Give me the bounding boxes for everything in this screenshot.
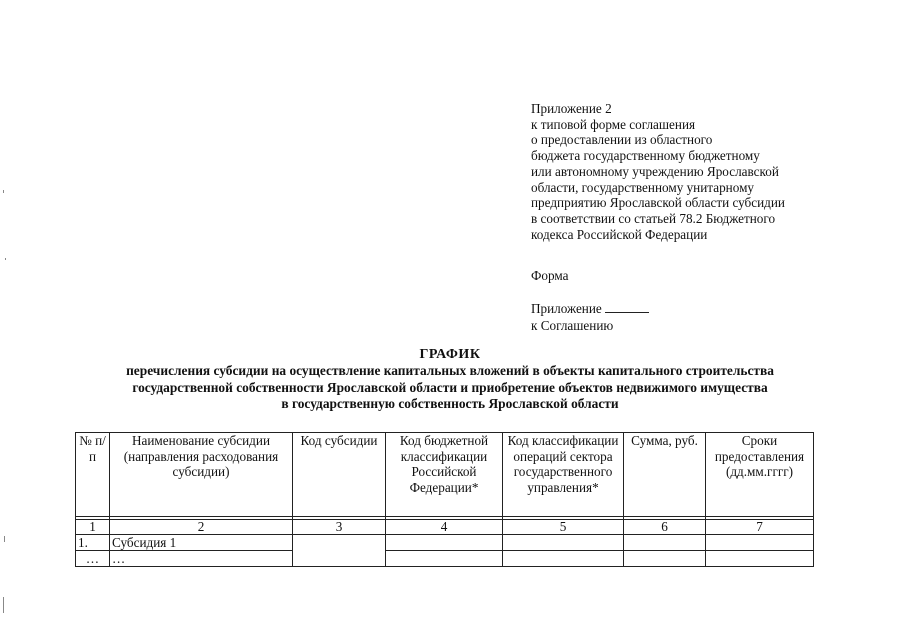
agreement-reference-line: к Соглашению xyxy=(531,317,614,333)
header-cell-budget-classification: Код бюджетной классификации Российской Федерации* xyxy=(386,433,503,517)
appendix-line: или автономному учреждению Ярославской xyxy=(531,163,779,179)
table-header-row xyxy=(76,433,814,517)
scan-artifact xyxy=(4,536,5,542)
appendix-line: предприятию Ярославской области субсидии xyxy=(531,195,785,211)
column-number-cell: 4 xyxy=(386,520,503,535)
document-subtitle-line: государственной собственности Ярославской области и приобретение объектов недвижимого имущества xyxy=(132,379,768,395)
table-cell-subsidy-code xyxy=(293,535,386,567)
table-cell-number: … xyxy=(76,551,110,567)
scan-artifact xyxy=(3,597,4,613)
agreement-appendix-block xyxy=(531,301,649,334)
appendix-line: кодекса Российской Федерации xyxy=(531,226,708,242)
appendix-line: к типовой форме соглашения xyxy=(531,116,696,132)
agreement-appendix-label: Приложение xyxy=(531,301,602,316)
table-row xyxy=(76,535,814,551)
appendix-line: бюджета государственному бюджетному xyxy=(531,148,760,164)
header-cell-terms: Сроки предоставления (дд.мм.гггг) xyxy=(706,433,814,517)
table-cell-operations-classification xyxy=(503,551,624,567)
header-cell-subsidy-code: Код субсидии xyxy=(293,433,386,517)
document-title: ГРАФИК xyxy=(419,347,481,362)
appendix-line: Приложение 2 xyxy=(531,101,612,116)
appendix-reference-block xyxy=(531,101,861,242)
form-label: Форма xyxy=(531,268,569,283)
table-cell-budget-classification xyxy=(386,551,503,567)
table-cell-budget-classification xyxy=(386,535,503,551)
table-cell-terms xyxy=(706,535,814,551)
document-subtitle-line: в государственную собственность Ярославской области xyxy=(281,396,619,412)
table-cell-subsidy-name: Субсидия 1 xyxy=(110,535,293,551)
document-subtitle-line: перечисления субсидии на осуществление капитальных вложений в объекты капитального строительства xyxy=(126,363,774,379)
header-cell-number: № п/п xyxy=(76,433,110,517)
table-cell-number: 1. xyxy=(76,535,110,551)
column-number-cell: 6 xyxy=(624,520,706,535)
subsidy-schedule-table xyxy=(75,432,814,567)
scan-artifact xyxy=(3,190,4,193)
appendix-line: области, государственному унитарному xyxy=(531,179,755,195)
header-cell-operations-classification: Код классификации операций сектора государственного управления* xyxy=(503,433,624,517)
column-number-cell: 3 xyxy=(293,520,386,535)
table-cell-terms xyxy=(706,551,814,567)
appendix-line: о предоставлении из областного xyxy=(531,132,713,148)
column-number-cell: 5 xyxy=(503,520,624,535)
header-cell-amount: Сумма, руб. xyxy=(624,433,706,517)
agreement-appendix-number-blank xyxy=(605,301,649,313)
document-title-block xyxy=(60,347,840,413)
table-cell-amount xyxy=(624,535,706,551)
table-cell-amount xyxy=(624,551,706,567)
appendix-line: в соответствии со статьей 78.2 Бюджетного xyxy=(531,210,776,226)
column-number-cell: 7 xyxy=(706,520,814,535)
table-row xyxy=(76,551,814,567)
scan-artifact xyxy=(5,258,6,260)
table-cell-subsidy-name: … xyxy=(110,551,293,567)
table-column-number-row xyxy=(76,520,814,535)
header-cell-subsidy-name: Наименование субсидии (направления расходования субсидии) xyxy=(110,433,293,517)
column-number-cell: 1 xyxy=(76,520,110,535)
column-number-cell: 2 xyxy=(110,520,293,535)
table-cell-operations-classification xyxy=(503,535,624,551)
agreement-appendix-line xyxy=(531,301,649,318)
